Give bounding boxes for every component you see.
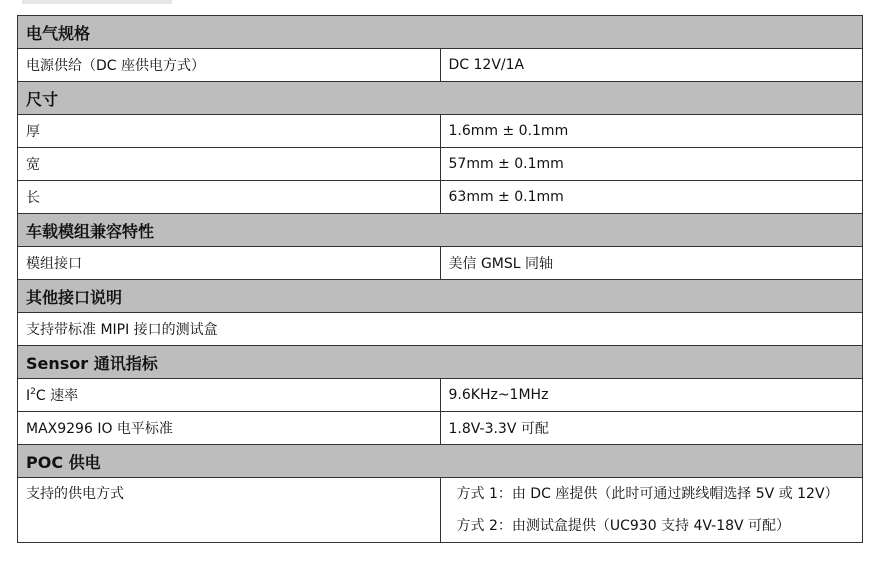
row-value: 9.6KHz~1MHz [440,379,863,412]
table-row [18,181,863,214]
row-value-poc [440,478,863,543]
row-value: 57mm ± 0.1mm [440,148,863,181]
section-title: POC 供电 [18,445,863,478]
i2c-label-superscript: 2 [30,387,36,397]
section-header-size [18,82,863,115]
section-title: 电气规格 [18,16,863,49]
section-header-electrical [18,16,863,49]
table-row [18,247,863,280]
row-label: 电源供给（DC 座供电方式） [18,49,441,82]
row-label: MAX9296 IO 电平标准 [18,412,441,445]
row-label: 长 [18,181,441,214]
i2c-label-i: I [26,388,31,404]
section-title: 尺寸 [18,82,863,115]
section-header-poc [18,445,863,478]
table-row [18,379,863,412]
row-label: 厚 [18,115,441,148]
table-row [18,148,863,181]
row-value: 63mm ± 0.1mm [440,181,863,214]
row-label-poc [18,478,441,543]
table-row [18,313,863,346]
row-value: 1.8V-3.3V 可配 [440,412,863,445]
i2c-label-rest: C 速率 [35,388,79,404]
section-header-sensor-comm [18,346,863,379]
table-row [18,478,863,543]
row-value: 1.6mm ± 0.1mm [440,115,863,148]
row-value: 美信 GMSL 同轴 [440,247,863,280]
section-title: 其他接口说明 [18,280,863,313]
row-label: 宽 [18,148,441,181]
section-header-vehicle-module [18,214,863,247]
table-row [18,49,863,82]
poc-mode-1: 方式 1：由 DC 座提供（此时可通过跳线帽选择 5V 或 12V） [456,486,839,502]
section-title: 车载模组兼容特性 [18,214,863,247]
section-title: Sensor 通讯指标 [18,346,863,379]
row-label: 支持的供电方式 [26,486,124,502]
poc-mode-2: 方式 2：由测试盒提供（UC930 支持 4V-18V 可配） [456,518,791,534]
section-header-other-interface [18,280,863,313]
row-label-i2c [18,379,441,412]
row-value: DC 12V/1A [440,49,863,82]
table-row [18,412,863,445]
row-label: 模组接口 [18,247,441,280]
cropped-top-edge [22,0,172,4]
row-full-text: 支持带标准 MIPI 接口的测试盒 [18,313,863,346]
spec-table [17,15,863,543]
table-row [18,115,863,148]
